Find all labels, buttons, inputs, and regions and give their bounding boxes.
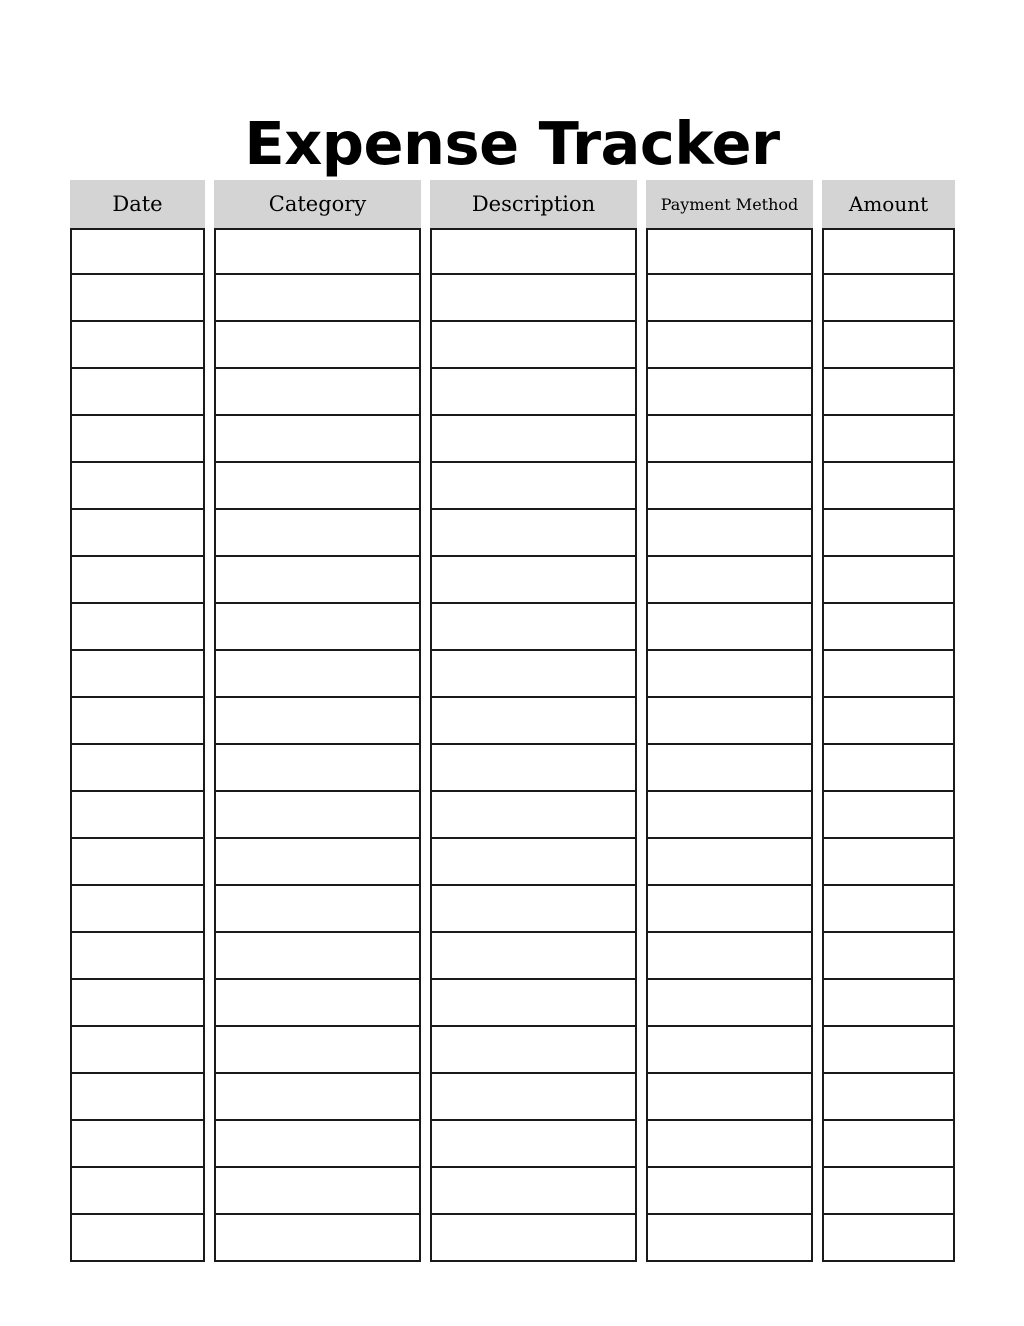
cell-description-row-22[interactable] xyxy=(430,1215,637,1262)
cell-description-row-6[interactable] xyxy=(430,463,637,510)
cell-amount-row-13[interactable] xyxy=(822,792,955,839)
cell-date-row-6[interactable] xyxy=(70,463,205,510)
cell-date-row-21[interactable] xyxy=(70,1168,205,1215)
cell-date-row-5[interactable] xyxy=(70,416,205,463)
cell-category-row-12[interactable] xyxy=(214,745,421,792)
cell-date-row-22[interactable] xyxy=(70,1215,205,1262)
cell-amount-row-6[interactable] xyxy=(822,463,955,510)
cell-category-row-22[interactable] xyxy=(214,1215,421,1262)
expense-table xyxy=(70,180,955,1262)
cell-amount-row-18[interactable] xyxy=(822,1027,955,1074)
cell-date-row-16[interactable] xyxy=(70,933,205,980)
cell-category-row-1[interactable] xyxy=(214,228,421,275)
cell-payment_method-row-11[interactable] xyxy=(646,698,813,745)
cell-category-row-10[interactable] xyxy=(214,651,421,698)
cell-payment_method-row-13[interactable] xyxy=(646,792,813,839)
cell-category-row-6[interactable] xyxy=(214,463,421,510)
cell-description-row-12[interactable] xyxy=(430,745,637,792)
cell-amount-row-2[interactable] xyxy=(822,275,955,322)
cell-category-row-21[interactable] xyxy=(214,1168,421,1215)
cell-description-row-8[interactable] xyxy=(430,557,637,604)
cell-amount-row-16[interactable] xyxy=(822,933,955,980)
column-header-payment_method: Payment Method xyxy=(646,180,813,228)
cell-payment_method-row-6[interactable] xyxy=(646,463,813,510)
cell-date-row-9[interactable] xyxy=(70,604,205,651)
cell-date-row-11[interactable] xyxy=(70,698,205,745)
cell-payment_method-row-2[interactable] xyxy=(646,275,813,322)
cell-description-row-7[interactable] xyxy=(430,510,637,557)
cell-payment_method-row-3[interactable] xyxy=(646,322,813,369)
cell-category-row-5[interactable] xyxy=(214,416,421,463)
cell-payment_method-row-5[interactable] xyxy=(646,416,813,463)
cell-date-row-18[interactable] xyxy=(70,1027,205,1074)
cell-description-row-16[interactable] xyxy=(430,933,637,980)
cell-category-row-8[interactable] xyxy=(214,557,421,604)
cell-date-row-1[interactable] xyxy=(70,228,205,275)
cell-date-row-12[interactable] xyxy=(70,745,205,792)
cell-payment_method-row-17[interactable] xyxy=(646,980,813,1027)
cell-payment_method-row-10[interactable] xyxy=(646,651,813,698)
cell-amount-row-20[interactable] xyxy=(822,1121,955,1168)
cell-amount-row-14[interactable] xyxy=(822,839,955,886)
cell-payment_method-row-19[interactable] xyxy=(646,1074,813,1121)
cell-description-row-5[interactable] xyxy=(430,416,637,463)
cell-description-row-18[interactable] xyxy=(430,1027,637,1074)
cell-category-row-7[interactable] xyxy=(214,510,421,557)
cell-description-row-20[interactable] xyxy=(430,1121,637,1168)
cell-amount-row-5[interactable] xyxy=(822,416,955,463)
cell-amount-row-11[interactable] xyxy=(822,698,955,745)
cell-description-row-2[interactable] xyxy=(430,275,637,322)
cell-payment_method-row-20[interactable] xyxy=(646,1121,813,1168)
cell-description-row-13[interactable] xyxy=(430,792,637,839)
cell-date-row-3[interactable] xyxy=(70,322,205,369)
cell-amount-row-1[interactable] xyxy=(822,228,955,275)
cell-payment_method-row-14[interactable] xyxy=(646,839,813,886)
cell-description-row-4[interactable] xyxy=(430,369,637,416)
cell-category-row-2[interactable] xyxy=(214,275,421,322)
cell-description-row-10[interactable] xyxy=(430,651,637,698)
cell-description-row-19[interactable] xyxy=(430,1074,637,1121)
cell-category-row-17[interactable] xyxy=(214,980,421,1027)
cell-category-row-14[interactable] xyxy=(214,839,421,886)
table-column-date xyxy=(70,180,205,1262)
column-header-amount: Amount xyxy=(822,180,955,228)
column-header-date: Date xyxy=(70,180,205,228)
cell-payment_method-row-22[interactable] xyxy=(646,1215,813,1262)
cell-date-row-19[interactable] xyxy=(70,1074,205,1121)
cell-description-row-3[interactable] xyxy=(430,322,637,369)
column-header-description: Description xyxy=(430,180,637,228)
cell-payment_method-row-18[interactable] xyxy=(646,1027,813,1074)
cell-date-row-4[interactable] xyxy=(70,369,205,416)
cell-payment_method-row-9[interactable] xyxy=(646,604,813,651)
cell-description-row-1[interactable] xyxy=(430,228,637,275)
cell-payment_method-row-7[interactable] xyxy=(646,510,813,557)
cell-category-row-13[interactable] xyxy=(214,792,421,839)
cell-amount-row-19[interactable] xyxy=(822,1074,955,1121)
cell-date-row-13[interactable] xyxy=(70,792,205,839)
cell-payment_method-row-12[interactable] xyxy=(646,745,813,792)
cell-category-row-3[interactable] xyxy=(214,322,421,369)
cell-date-row-17[interactable] xyxy=(70,980,205,1027)
cell-payment_method-row-4[interactable] xyxy=(646,369,813,416)
cell-payment_method-row-16[interactable] xyxy=(646,933,813,980)
table-column-amount xyxy=(822,180,955,1262)
table-column-category xyxy=(214,180,421,1262)
cell-payment_method-row-21[interactable] xyxy=(646,1168,813,1215)
cell-amount-row-7[interactable] xyxy=(822,510,955,557)
column-header-category: Category xyxy=(214,180,421,228)
cell-date-row-15[interactable] xyxy=(70,886,205,933)
cell-date-row-10[interactable] xyxy=(70,651,205,698)
cell-amount-row-15[interactable] xyxy=(822,886,955,933)
cell-amount-row-10[interactable] xyxy=(822,651,955,698)
cell-amount-row-4[interactable] xyxy=(822,369,955,416)
cell-date-row-14[interactable] xyxy=(70,839,205,886)
cell-description-row-17[interactable] xyxy=(430,980,637,1027)
cell-category-row-20[interactable] xyxy=(214,1121,421,1168)
cell-description-row-9[interactable] xyxy=(430,604,637,651)
cell-category-row-19[interactable] xyxy=(214,1074,421,1121)
cell-amount-row-9[interactable] xyxy=(822,604,955,651)
cell-category-row-9[interactable] xyxy=(214,604,421,651)
cell-category-row-16[interactable] xyxy=(214,933,421,980)
cell-date-row-2[interactable] xyxy=(70,275,205,322)
cell-description-row-11[interactable] xyxy=(430,698,637,745)
cell-amount-row-22[interactable] xyxy=(822,1215,955,1262)
cell-payment_method-row-15[interactable] xyxy=(646,886,813,933)
cell-amount-row-8[interactable] xyxy=(822,557,955,604)
cell-date-row-7[interactable] xyxy=(70,510,205,557)
table-column-description xyxy=(430,180,637,1262)
cell-amount-row-21[interactable] xyxy=(822,1168,955,1215)
cell-amount-row-12[interactable] xyxy=(822,745,955,792)
cell-description-row-15[interactable] xyxy=(430,886,637,933)
cell-date-row-8[interactable] xyxy=(70,557,205,604)
page-title: Expense Tracker xyxy=(244,108,780,178)
cell-description-row-14[interactable] xyxy=(430,839,637,886)
cell-payment_method-row-8[interactable] xyxy=(646,557,813,604)
cell-category-row-4[interactable] xyxy=(214,369,421,416)
cell-date-row-20[interactable] xyxy=(70,1121,205,1168)
cell-payment_method-row-1[interactable] xyxy=(646,228,813,275)
cell-description-row-21[interactable] xyxy=(430,1168,637,1215)
cell-amount-row-3[interactable] xyxy=(822,322,955,369)
cell-amount-row-17[interactable] xyxy=(822,980,955,1027)
table-column-payment_method xyxy=(646,180,813,1262)
cell-category-row-18[interactable] xyxy=(214,1027,421,1074)
cell-category-row-11[interactable] xyxy=(214,698,421,745)
cell-category-row-15[interactable] xyxy=(214,886,421,933)
